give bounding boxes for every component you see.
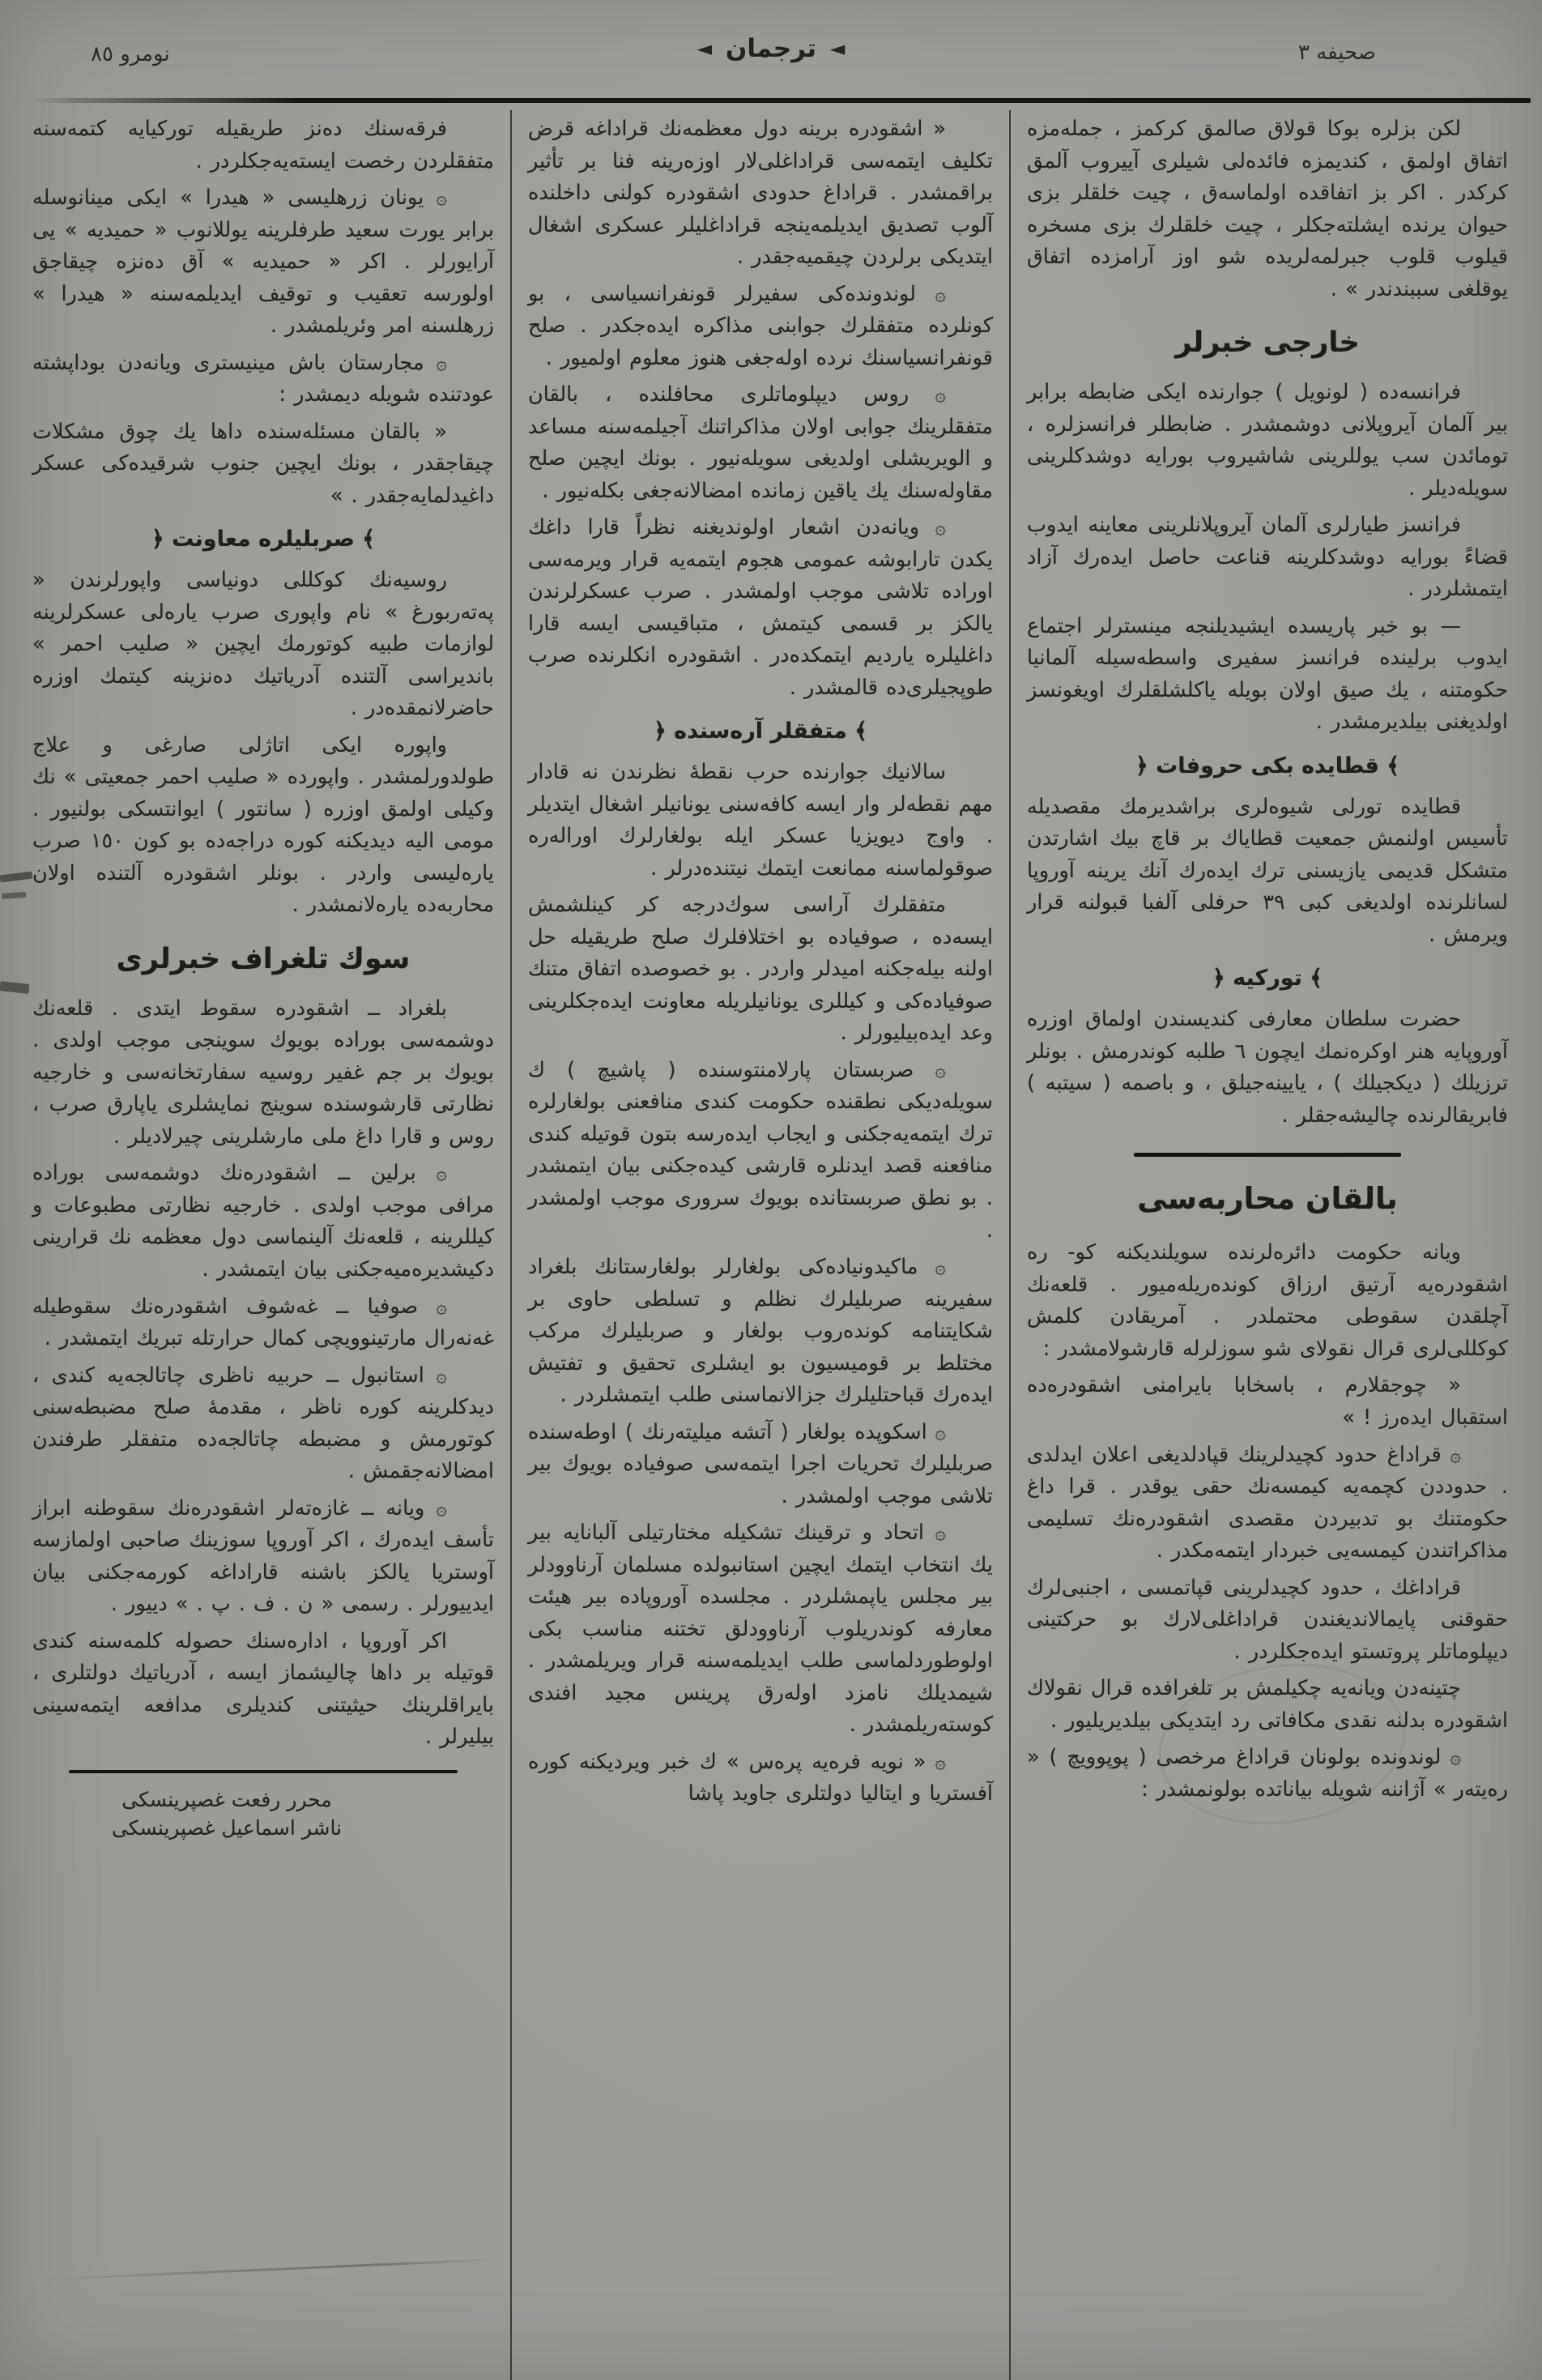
paragraph: ويانه حكومت دائره‌لرنده سويلنديكنه كو- ره اشقودره‌يه آرتيق ارزاق كونده‌ريله‌ميور . قلعه‌نك آچلقدن سقوطى محتملدر . آمريقادن كلمش كوكللى‌لرى قرال نقولاى شو سوزلرله قارشولامشدر : xyxy=(1027,1240,1508,1361)
paragraph-mark-icon: ۞ xyxy=(926,1751,946,1773)
paragraph-mark-icon: ۞ xyxy=(424,1498,448,1520)
column-right xyxy=(1011,110,1524,2380)
sub-heading: ﴾ توركيه ﴿ xyxy=(1212,966,1323,992)
sub-heading: ﴾ قطايده بكى حروفات ﴿ xyxy=(1135,753,1400,778)
paragraph: فرقه‌سنك دەنز طريقيله توركيايه كتمه‌سنه متفقلردن رخصت ايسته‌يه‌جكلردر . xyxy=(32,117,494,173)
paragraph: ۞ قراداغ حدود كچيدلرينك قپادلديغى اعلان ايدلدى . حدوددن كچمه‌يه كيمسه‌نك حقى يوقدر . قرا داغ حكومتنك بو تدبيردن مقصدى اشقودره‌نك تسليمى مذاكراتندن كيمسه‌يى خبردار ايتمه‌مكدر . xyxy=(1027,1442,1508,1563)
paragraph: قطايده تورلى شيوه‌لرى براشديرمك مقصديله تأسيس اولنمش جمعيت قطاياك بر قاچ بيك اشارتدن متشكل قديمى يازيسنى ترك ايده‌رك آنك يرينه آوروپا لسانلرنده اولديغى كبى ٣٩ حرفلى آلفبا قبولنه قرار ويرمش . xyxy=(1027,794,1508,947)
paragraph-mark-icon: ۞ xyxy=(916,284,947,305)
paragraph: ۞ لوندونده بولونان قراداغ مرخصى ( پوپوويچ ) « رەيته‌ر » آژاننه شويله بياناتده بولونمشدر : xyxy=(1027,1745,1508,1802)
sub-heading: ﴾ صربليلره معاونت ﴿ xyxy=(151,527,376,552)
paragraph: ۞ روس ديپلوماتلرى محافلنده ، بالقان متفقلرينك جوابى اولان مذاكراتنك آجيلمه‌سنه مساعد و الويريشلى اولديغى سويله‌نيور . بونك ايچين صلح مقاوله‌سنك يك ياقين زمانده امضالانه‌جغى بكله‌نيور . xyxy=(528,382,993,503)
paragraph: لكن بزلره بوكا قولاق صالمق كركمز ، جمله‌مزه اتفاق اولمق ، كنديمزه فائده‌لى شيلرى آييروب آلمق كركدر . اكر بز اتفاقده اولماسه‌ق ، چيت خلقلر بزى حيوان يرنده ايشلته‌جكلر ، چيت خلقلرك بزى مسخره قيلوب قلوب جبرلمه‌لريده شو اوز آرامزده اتفاق يوقلغى سببندندر » . xyxy=(1027,117,1508,301)
paragraph: واپوره ايكى اتاژلى صارغى و علاج طولدورلمشدر . واپورده « صليب احمر جمعيتى » نك وكيلى اولمق اوزره ( سانتور ) ايوانتسكى بولنيور . مومى اليه ديديكنه كوره دراجه‌ده بو كون ١٥٠ صرب يارەليسى واردر . بونلر اشقودره آلتنده اولان محاربه‌ده يارەلانمشدر . xyxy=(32,732,494,918)
paragraph: ۞ ويانه ــ غازەته‌لر اشقودره‌نك سقوطنه ابراز تأسف ايده‌رك ، اكر آوروپا سوزينك صاحبى اولمازسه آوستريا يالكز باشنه قاراداغه كورمه‌جكنى بيان ايدييورلر . رسمى « ن . ف . پ . » دييور . xyxy=(32,1495,494,1617)
signature-line: محرر رفعت غصپرينسكى xyxy=(121,1787,332,1811)
paragraph: « اشقودره برينه دول معظمه‌نك قراداغه قرض تكليف ايتمه‌سى قراداغلى‌لار اوزه‌رينه فنا بر تأثير براقمشدر . قراداغ حدودى اشقودره كولنى داخلنده آلوب تصديق ايديلمه‌ينجه قراداغليلر عسكرى اشغال ايتديكى برلردن چيقميه‌جقدر . xyxy=(528,117,993,270)
paragraph: ۞ مجارستان باش مينيسترى ويانه‌دن بوداپشته عودتنده شويله ديمشدر : xyxy=(32,350,494,407)
paragraph-mark-icon: ۞ xyxy=(924,1523,946,1545)
paragraph: ۞ اتحاد و ترقينك تشكيله مختارتيلى آلبانايه بير يك انتخاب ايتمك ايچين استانبولده مسلمان آرناوودلر بير مجلس ياپمشلردر . مجلسده آوروپاده بير هيئت معارفه كوندريلوب آرناوودلق تختنه مناسب بكى اولوطوردلماسى طلب ايديلمه‌سنه قرار ويريلمشدر . شيمديلك نامزد اولەرق پرينس مجيد افندى كوسته‌ريلمشدر . xyxy=(528,1521,993,1738)
paragraph: چتينه‌دن ويانه‌يه چكيلمش بر تلغرافده قرال نقولاك اشقودره بدلنه نقدى مكافاتى رد ايتديكى بيلديريليور . xyxy=(1027,1676,1508,1733)
paragraph: — بو خبر پاريسده ايشيديلنجه مينسترلر اجتماع ايدوب برلينده فرانسز سفيرى واسطه‌سيله آلمانيا حكومتنه ، يك صيق اولان بويله ياكلشلقلرك اويغونسز اولديغنى بيلديرمشدر . xyxy=(1027,613,1508,735)
section-heading: سوك تلغراف خبرلرى xyxy=(116,942,411,975)
paragraph: ۞ صربستان پارلامنتوسنده ( پاشيچ ) ك سويله‌ديكى نطقنده حكومت كندى منافعنى بولغارلره ترك ايتمه‌يه‌جكنى و ايجاب ايده‌رسه بتون قوتيله كندى منافعنه قصد ايدنلره قارشى كيده‌جكنى بيان ايتمشدر . بو نطق صربستانده بويوك سرورى موجب اولمشدر . xyxy=(528,1057,993,1243)
masthead-ornament-left-icon: ◄ xyxy=(696,37,713,60)
paragraph: روسيه‌نك كوكللى دونياسى واپورلرندن « پەتەربورغ » نام واپورى صرب يارەلى عسكرلرينه لوازمات طبيه كوتورمك ايچين « صليب احمر » بانديراسى آلتنده آدرياتيك دەنزينه كيتمك اوزره حاضرلانمقده‌در . xyxy=(32,568,494,721)
paragraph: بلغراد ــ اشقودره سقوط ايتدى . قلعه‌نك دوشمه‌سى بوراده بويوك سوينجى موجب اولدى . بويوك بر جم غفير روسيه سفارتخانه‌سى و خارجيه نظارتى قارشوسنده سوينج نمايشلرى ياپارق صرب ، روس و قارا داغ ملى مارشلرينى چيرلاديلر . xyxy=(32,996,494,1149)
sub-heading: ﴾ متفقلر آره‌سنده ﴿ xyxy=(653,719,868,744)
paragraph: حضرت سلطان معارفى كنديسندن اولماق اوزره آوروپايه هنر اوكرەنمك ايچون ٦ طلبه كوندرمش . بونلر ترزيلك ( ديكجيلك ) ، يايينه‌جيلق ، و باصمه ( سيتبه ) فابريقالرنده چاليشه‌جقلر . xyxy=(1027,1007,1509,1128)
paragraph: ۞ ماكيدونياده‌كى بولغارلر بولغارستانك بلغراد سفيرينه صربليلرك نظلم و تسلطى حاوى بر شكايتنامه كوندەروب بولغار و صربليلرك مركب مختلط بر قوميسيون بو ايشلرى تحقيق و تفتيش ايده‌رك قباحتليلرك جزالانماسنى طلب ايتمشلردر . xyxy=(528,1255,993,1408)
paragraph: « چوجقلارم ، باسخابا بايرامنى اشقودره‌ده استقبال ايده‌رز ! » xyxy=(1027,1373,1508,1430)
paragraph-mark-icon: ۞ xyxy=(1441,1747,1461,1769)
paragraph-mark-icon: ۞ xyxy=(1441,1444,1461,1466)
divider-rule xyxy=(1134,1153,1401,1157)
paragraph: سالانيك جوارنده حرب نقطهٔ نظرندن نه قادار مهم نقطه‌لر وار ايسه كافه‌سنى يونانيلر اشغال ايتديلر . واوج ديويزيا عسكر ايله بولغارلرك اوراله‌ره صوقولماسنه ممانعت ايتمك نيتنده‌درلر . xyxy=(528,760,993,881)
paragraph-mark-icon: ۞ xyxy=(418,1296,447,1318)
paragraph: فرانسز طيارلرى آلمان آيروپلانلرينى معاينه ايدوب قضاءً بورايه دوشدكلرينه قناعت حاصل ايده‌رك آزاد ايتمشلردر . xyxy=(1027,513,1508,602)
page-number-label: صحيفه ٣ xyxy=(1297,41,1376,65)
scan-artifact xyxy=(0,981,30,994)
paragraph-mark-icon: ۞ xyxy=(909,385,946,407)
paragraph: قراداغك ، حدود كچيدلرينى قپاتمسى ، اجنبى‌لرك حقوقنى پايمالانديغندن قراداغلى‌لارك بو حركتينى ديپلوماتلر پروتستو ايده‌جكلردر . xyxy=(1027,1575,1508,1664)
column-middle xyxy=(510,110,1011,2380)
masthead xyxy=(0,34,1542,63)
header-rule xyxy=(31,98,1531,103)
paragraph: ۞ صوفيا ــ غەشوف اشقودره‌نك سقوطيله غەنەرال مارتينوويچى كمال حرارتله تبريك ايتمشدر . xyxy=(32,1294,494,1351)
column-left xyxy=(16,110,510,2380)
paragraph: ۞ « نويه فرەيه پرەس » ك خبر ويرديكنه كوره آفستريا و ايتاليا دولتلرى جاويد پاشا xyxy=(528,1749,993,1806)
section-heading: بالقان محاربه‌سى xyxy=(1137,1181,1398,1217)
paragraph: اكر آوروپا ، اداره‌سنك حصوله كلمه‌سنه كندى قوتيله بر داها چاليشماز ايسه ، آدرياتيك دولتلرى ، بايراقلرينك حيثيتنى كنديلرى مدافعه ايتمه‌سينى بيليرلر . xyxy=(32,1628,494,1750)
paragraph-mark-icon: ۞ xyxy=(926,1422,946,1444)
masthead-ornament-right-icon: ◄ xyxy=(829,37,846,60)
signature-line: ناشر اسماعيل غصپرينسكى xyxy=(111,1815,343,1840)
issue-number-label: نومرو ٨٥ xyxy=(91,42,170,66)
paragraph: ۞ برلين ــ اشقودره‌نك دوشمه‌سى بوراده مرافى موجب اولدى . خارجيه نظارتى مطبوعات و كيللرينه ، قلعه‌نك آلينماسى دول معظمه نك قرارينى دكيشديرەميه‌جكنى بيان ايتمشدر . xyxy=(32,1161,494,1282)
paragraph: ۞ لوندونده‌كى سفيرلر قونفرانسياسى ، بو كونلرده متفقلرك جوابنى مذاكره ايده‌جكدر . صلح قونفرانسياسنك نرده اوله‌جغى هنوز معلوم اولميور . xyxy=(528,281,993,370)
paragraph: فرانسه‌ده ( لونويل ) جوارنده ايكى ضابطه برابر بير آلمان آيروپلانى دوشمشدر . ضابطلر فرانسزلره ، تومائدن سب يوللرينى شاشيروب بورايه دوشدكلرينى سويله‌ديلر . xyxy=(1027,380,1508,501)
column-layout xyxy=(8,110,1524,2380)
masthead-title: ترجمان xyxy=(725,34,817,63)
paragraph: ۞ يونان زرهليسى « هيدرا » ايكى مينانوسله برابر يورت سعيد طرفلرينه يوللانوب « حميديه » يى آرايورلر . اكر « حميديه » آق دەنزه چيقاجق اولورسه تعقيب و توقيف ايديلمه‌سنه « هيدرا » زرهلسنه امر وئريلمشدر . xyxy=(32,186,494,339)
paragraph-mark-icon: ۞ xyxy=(919,518,946,540)
paragraph: ۞ اسكوپده بولغار ( آتشه ميليته‌رنك ) اوطه‌سنده صربليلرك تحريات اجرا ايتمه‌سى صوفياده بويوك بير تلاشى موجب اولمشدر . xyxy=(528,1419,993,1508)
divider-rule xyxy=(69,1770,458,1773)
paragraph-mark-icon: ۞ xyxy=(415,1163,447,1185)
paragraph: متفقلرك آراسى سوك‌درجه كر كينلشمش ايسه‌ده ، صوفياده بو اختلافلرك صلح طريقيله حل اولنه بيله‌جكنه اميدلر واردر . بو خصوصده اتفاق متنك صوفياده‌كى و كيللرى يونانيلريله معاونت ايده‌جكلرينى وعد ايده‌بيليورلر . xyxy=(528,893,993,1046)
paragraph-mark-icon: ۞ xyxy=(914,1060,946,1081)
paragraph-mark-icon: ۞ xyxy=(918,1257,946,1279)
paragraph: ۞ ويانه‌دن اشعار اولونديغنه نظراً قارا داغك يكدن تارابوشه عمومى هجوم ايتمه‌يه قرار ويرمه‌سى اوراده تلاشى موجب اولمشدر . صرب عسكرلرندن يالكز بر قسمى كيتمش ، متباقيسى ايسه قارا داغليلره يارديم ايتمكده‌در . اشقودره انكلرنده صرب طوپجيلرى‌ده قالمشدر . xyxy=(528,515,993,700)
section-heading: خارجى خبرلر xyxy=(1175,326,1360,360)
paragraph: ۞ استانبول ــ حربيه ناظرى چاتالجه‌يه كندى ، ديدكلرينه كوره ناظر ، مقدمهٔ صلح مضبطه‌سنى كوتورمش و مضبطه چاتالجه‌ده متفقلر طرفندن امضالانه‌جقمش . xyxy=(32,1363,494,1484)
paragraph-mark-icon: ۞ xyxy=(424,352,447,374)
paragraph: « بالقان مسئله‌سنده داها يك چوق مشكلات چيقاجقدر ، بونك ايچين جنوب شرقيده‌كى عسكر داغيدلمايه‌جقدر . » xyxy=(32,419,494,508)
paragraph-mark-icon: ۞ xyxy=(424,188,447,210)
page-header xyxy=(0,31,1542,79)
paragraph-mark-icon: ۞ xyxy=(424,1365,447,1387)
